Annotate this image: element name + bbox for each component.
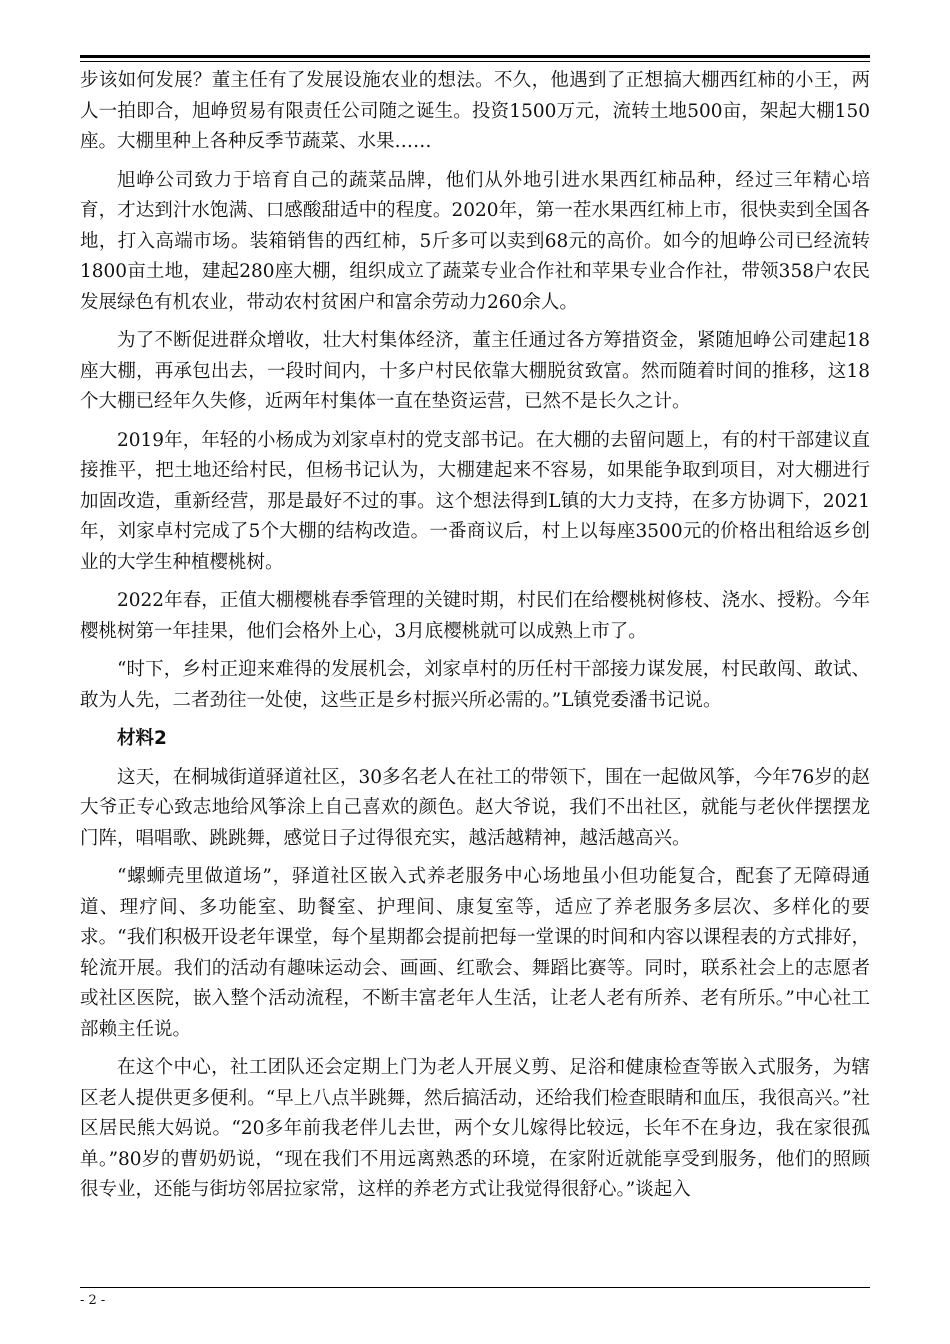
paragraph-continued: 步该如何发展？董主任有了发展设施农业的想法。不久，他遇到了正想搞大棚西红柿的小王，两人一拍即合，旭峥贸易有限责任公司随之诞生。投资1500万元，流转土地500亩，架起大棚150座。大棚里种上各种反季节蔬菜、水果…… [80, 70, 870, 152]
header-rule-thin [80, 61, 870, 62]
paragraph: “螺蛳壳里做道场”，驿道社区嵌入式养老服务中心场地虽小但功能复合，配套了无障碍通道、理疗间、多功能室、助餐室、护理间、康复室等，适应了养老服务多层次、多样化的要求。“我们积极开设老年课堂，每个星期都会提前把每一堂课的时间和内容以课程表的方式排好，轮流开展。我们的活动有趣味运动会、画画、红歌会、舞蹈比赛等。同时，联系社会上的志愿者或社区医院，嵌入整个活动流程，不断丰富老年人生活，让老人老有所养、老有所乐。”中心社工部赖主任说。 [80, 866, 870, 1040]
paragraph: 旭峥公司致力于培育自己的蔬菜品牌，他们从外地引进水果西红柿品种，经过三年精心培育，才达到汁水饱满、口感酸甜适中的程度。2020年，第一茬水果西红柿上市，很快卖到全国各地，打入高端市场。装箱销售的西红柿，5斤多可以卖到68元的高价。如今的旭峥公司已经流转1800亩土地，建起280座大棚，组织成立了蔬菜专业合作社和苹果专业合作社，带领358户农民发展绿色有机农业，带动农村贫困户和富余劳动力260余人。 [80, 169, 870, 313]
section-heading-material-2: 材料2 [117, 728, 167, 749]
page-number: - 2 - [80, 1293, 106, 1308]
paragraph-quote: “时下，乡村正迎来难得的发展机会，刘家卓村的历任村干部接力谋发展，村民敢闯、敢试、敢为人先，二者劲往一处使，这些正是乡村振兴所必需的。”L镇党委潘书记说。 [80, 659, 870, 711]
footer-rule [80, 1287, 870, 1288]
paragraph: 在这个中心，社工团队还会定期上门为老人开展义剪、足浴和健康检查等嵌入式服务，为辖区老人提供更多便利。“早上八点半跳舞，然后搞活动，还给我们检查眼睛和血压，我很高兴。”社区居民熊大妈说。“20多年前我老伴儿去世，两个女儿嫁得比较远，长年不在身边，我在家很孤单。”80岁的曹奶奶说，“现在我们不用远离熟悉的环境，在家附近就能享受到服务，他们的照顾很专业，还能与街坊邻居拉家常，这样的养老方式让我觉得很舒心。”谈起入 [80, 1057, 870, 1200]
header-rule-thick [80, 55, 870, 58]
paragraph: 2019年，年轻的小杨成为刘家卓村的党支部书记。在大棚的去留问题上，有的村干部建议直接推平，把土地还给村民，但杨书记认为，大棚建起来不容易，如果能争取到项目，对大棚进行加固改造，重新经营，那是最好不过的事。这个想法得到L镇的大力支持，在多方协调下，2021年，刘家卓村完成了5个大棚的结构改造。一番商议后，村上以每座3500元的价格出租给返乡创业的大学生种植樱桃树。 [80, 429, 870, 573]
body-text [80, 66, 870, 1214]
paragraph: 2022年春，正值大棚樱桃春季管理的关键时期，村民们在给樱桃树修枝、浇水、授粉。今年樱桃树第一年挂果，他们会格外上心，3月底樱桃就可以成熟上市了。 [80, 590, 870, 642]
paragraph: 为了不断促进群众增收，壮大村集体经济，董主任通过各方筹措资金，紧随旭峥公司建起18座大棚，再承包出去，一段时间内，十多户村民依靠大棚脱贫致富。然而随着时间的推移，这18个大棚已经年久失修，近两年村集体一直在垫资运营，已然不是长久之计。 [80, 330, 870, 412]
paragraph: 这天，在桐城街道驿道社区，30多名老人在社工的带领下，围在一起做风筝，今年76岁的赵大爷正专心致志地给风筝涂上自己喜欢的颜色。赵大爷说，我们不出社区，就能与老伙伴摆摆龙门阵，唱唱歌、跳跳舞，感觉日子过得很充实，越活越精神，越活越高兴。 [80, 766, 870, 849]
